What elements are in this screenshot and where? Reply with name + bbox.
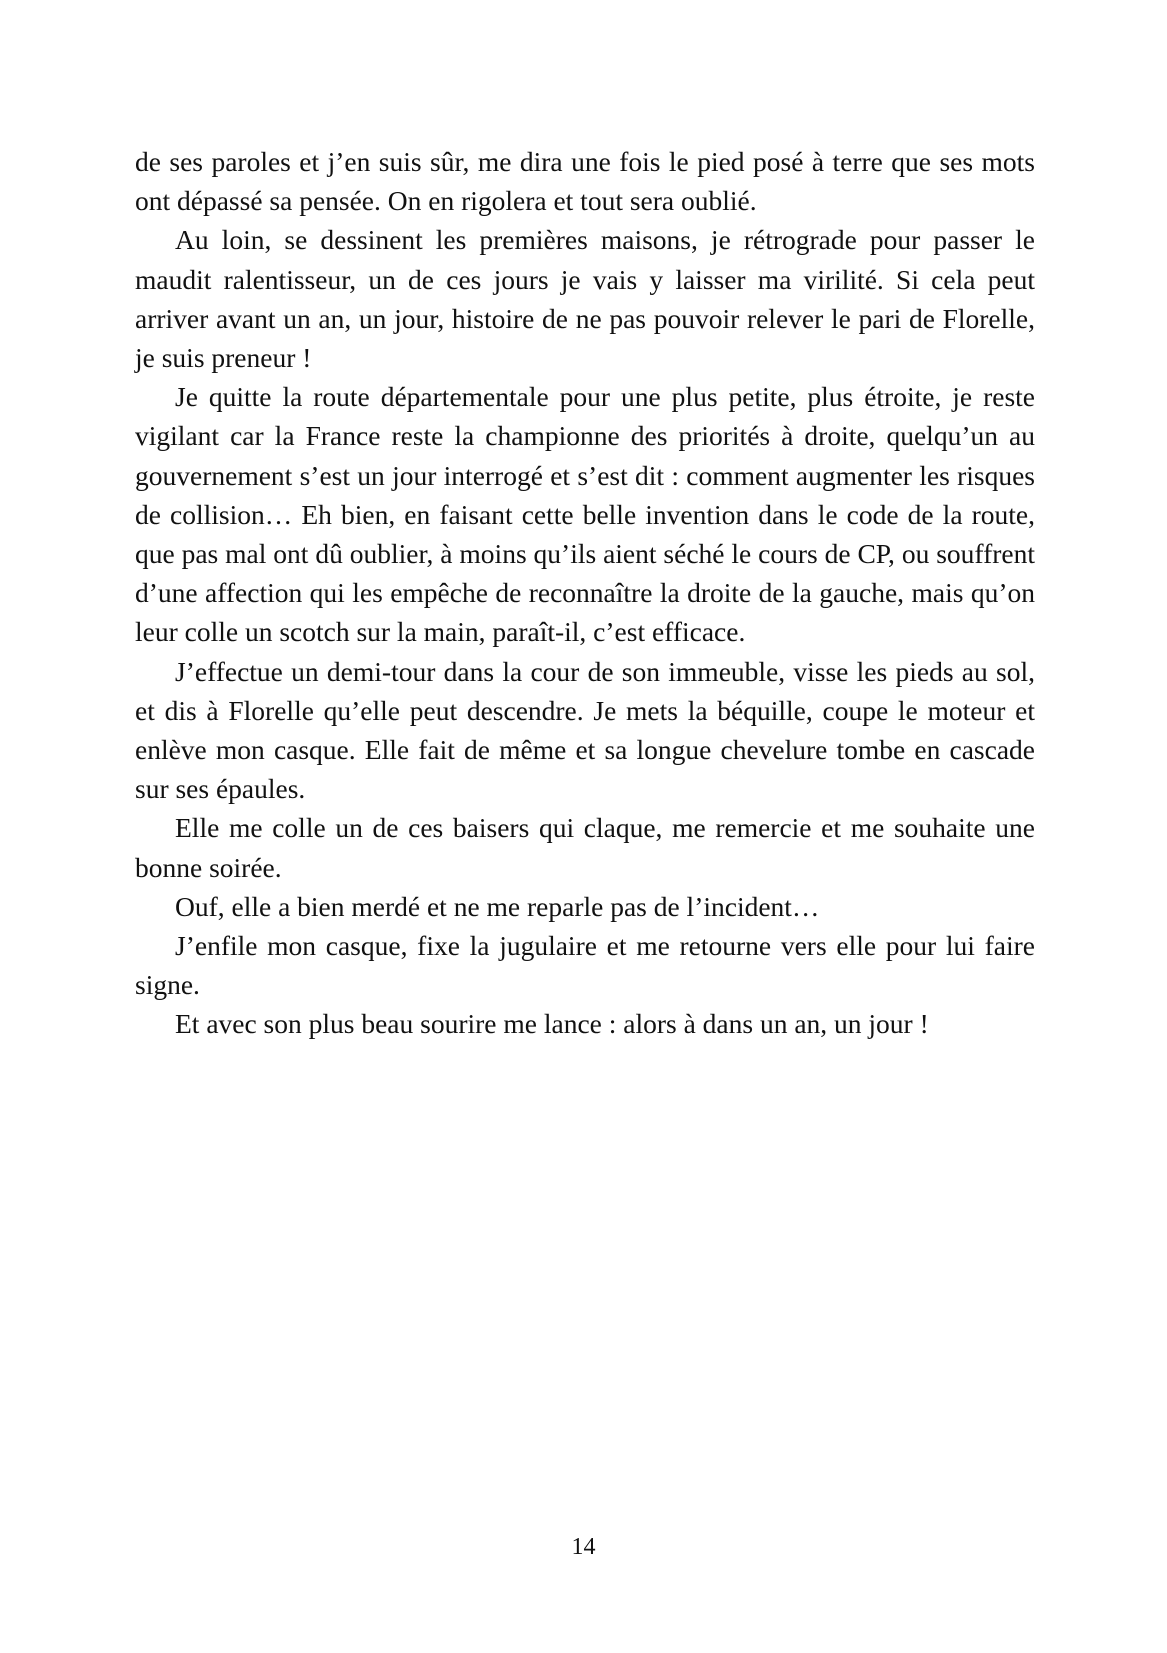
paragraph: Ouf, elle a bien merdé et ne me reparle pas de l’incident…	[175, 890, 820, 922]
paragraph: J’effectue un demi-tour dans la cour de son immeuble, visse les pieds au sol, et dis à Florelle qu’elle peut descendre. Je mets la béquille, coupe le moteur et enlève mon casque. Elle fait de même et sa longue chevelure tombe en cascade sur ses épaules.	[135, 655, 1035, 805]
paragraph: Elle me colle un de ces baisers qui claque, me remercie et me souhaite une bonne soirée.	[135, 812, 1035, 883]
paragraph-continuation: de ses paroles et j’en suis sûr, me dira une fois le pied posé à terre que ses mots ont dépassé sa pensée. On en rigolera et tout sera oublié.	[135, 146, 1035, 217]
body-text	[135, 142, 1035, 1044]
paragraph: Au loin, se dessinent les premières maisons, je rétrograde pour passer le maudit ralentisseur, un de ces jours je vais y laisser ma virilité. Si cela peut arriver avant un an, un jour, histoire de ne pas pouvoir relever le pari de Florelle, je suis preneur !	[135, 224, 1035, 374]
paragraph: Et avec son plus beau sourire me lance : alors à dans un an, un jour !	[175, 1008, 929, 1040]
page-number: 14	[571, 1534, 596, 1560]
paragraph: Je quitte la route départementale pour une plus petite, plus étroite, je reste vigilant car la France reste la championne des priorités à droite, quelqu’un au gouvernement s’est un jour interrogé et s’est dit : comment augmenter les risques de collision… Eh bien, en faisant cette belle invention dans le code de la route, que pas mal ont dû oublier, à moins qu’ils aient séché le cours de CP, ou souffrent d’une affection qui les empêche de reconnaître la droite de la gauche, mais qu’on leur colle un scotch sur la main, paraît-il, c’est efficace.	[135, 381, 1035, 648]
paragraph: J’enfile mon casque, fixe la jugulaire et me retourne vers elle pour lui faire signe.	[135, 930, 1035, 1001]
